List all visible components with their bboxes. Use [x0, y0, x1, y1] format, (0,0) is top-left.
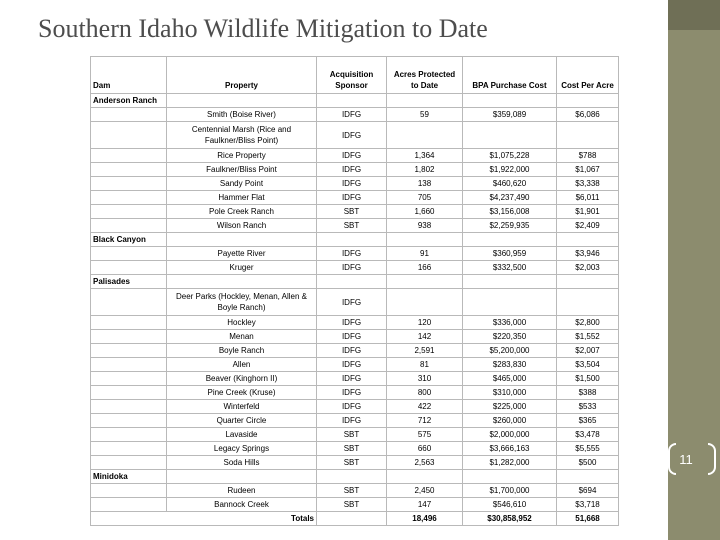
property-cell: Beaver (Kinghorn II): [167, 372, 317, 386]
per-acre-cell: $3,478: [557, 428, 619, 442]
acres-cell: 422: [387, 400, 463, 414]
cost-cell: $3,156,008: [463, 205, 557, 219]
empty-cell: [557, 233, 619, 247]
empty-cell: [91, 498, 167, 512]
cost-cell: $5,200,000: [463, 344, 557, 358]
left-bracket-icon: [668, 443, 676, 475]
table-row: [91, 484, 619, 498]
empty-cell: [91, 400, 167, 414]
empty-cell: [557, 275, 619, 289]
acres-cell: 91: [387, 247, 463, 261]
acres-cell: 1,364: [387, 149, 463, 163]
acres-cell: 138: [387, 177, 463, 191]
table-row: [91, 316, 619, 330]
table-body: [91, 94, 619, 526]
table-row: [91, 177, 619, 191]
totals-acres: 18,496: [387, 512, 463, 526]
table-row: [91, 163, 619, 177]
sponsor-cell: SBT: [317, 456, 387, 470]
acres-cell: 310: [387, 372, 463, 386]
acres-cell: 1,802: [387, 163, 463, 177]
empty-cell: [91, 247, 167, 261]
property-cell: Hockley: [167, 316, 317, 330]
sponsor-cell: IDFG: [317, 289, 387, 316]
table-row: [91, 289, 619, 316]
per-acre-cell: $500: [557, 456, 619, 470]
table-row: [91, 330, 619, 344]
property-cell: Rice Property: [167, 149, 317, 163]
sponsor-cell: IDFG: [317, 316, 387, 330]
cost-cell: $225,000: [463, 400, 557, 414]
sponsor-cell: SBT: [317, 498, 387, 512]
property-cell: Lavaside: [167, 428, 317, 442]
empty-cell: [91, 330, 167, 344]
cost-cell: $332,500: [463, 261, 557, 275]
group-row: [91, 233, 619, 247]
sponsor-cell: SBT: [317, 484, 387, 498]
acres-cell: 142: [387, 330, 463, 344]
header-acres: Acres Protected to Date: [387, 57, 463, 94]
sponsor-cell: IDFG: [317, 414, 387, 428]
table-row: [91, 247, 619, 261]
property-cell: Boyle Ranch: [167, 344, 317, 358]
acres-cell: 660: [387, 442, 463, 456]
empty-cell: [91, 414, 167, 428]
empty-cell: [167, 275, 317, 289]
sponsor-cell: IDFG: [317, 344, 387, 358]
acres-cell: 575: [387, 428, 463, 442]
acres-cell: [387, 289, 463, 316]
property-cell: Quarter Circle: [167, 414, 317, 428]
per-acre-cell: $6,086: [557, 108, 619, 122]
table-row: [91, 358, 619, 372]
acres-cell: 147: [387, 498, 463, 512]
sponsor-cell: IDFG: [317, 108, 387, 122]
empty-cell: [91, 149, 167, 163]
property-cell: Smith (Boise River): [167, 108, 317, 122]
acres-cell: 712: [387, 414, 463, 428]
empty-cell: [387, 94, 463, 108]
acres-cell: 2,450: [387, 484, 463, 498]
property-cell: Deer Parks (Hockley, Menan, Allen & Boyle Ranch): [167, 289, 317, 316]
empty-cell: [91, 177, 167, 191]
per-acre-cell: $388: [557, 386, 619, 400]
table-row: [91, 191, 619, 205]
cost-cell: $3,666,163: [463, 442, 557, 456]
page-number: [652, 443, 720, 475]
empty-cell: [91, 484, 167, 498]
empty-cell: [91, 442, 167, 456]
sponsor-cell: SBT: [317, 428, 387, 442]
per-acre-cell: $1,500: [557, 372, 619, 386]
property-cell: Sandy Point: [167, 177, 317, 191]
empty-cell: [463, 275, 557, 289]
header-dam: Dam: [91, 57, 167, 94]
table-row: [91, 122, 619, 149]
empty-cell: [317, 512, 387, 526]
empty-cell: [317, 233, 387, 247]
sponsor-cell: IDFG: [317, 122, 387, 149]
acres-cell: 2,563: [387, 456, 463, 470]
table-row: [91, 400, 619, 414]
per-acre-cell: $5,555: [557, 442, 619, 456]
empty-cell: [91, 219, 167, 233]
dam-name: Black Canyon: [91, 233, 167, 247]
per-acre-cell: $788: [557, 149, 619, 163]
acres-cell: 938: [387, 219, 463, 233]
sponsor-cell: IDFG: [317, 177, 387, 191]
property-cell: Payette River: [167, 247, 317, 261]
per-acre-cell: $2,003: [557, 261, 619, 275]
empty-cell: [91, 372, 167, 386]
empty-cell: [317, 275, 387, 289]
per-acre-cell: $3,504: [557, 358, 619, 372]
property-cell: Soda Hills: [167, 456, 317, 470]
header-per-acre: Cost Per Acre: [557, 57, 619, 94]
acres-cell: 81: [387, 358, 463, 372]
table-row: [91, 414, 619, 428]
cost-cell: $2,000,000: [463, 428, 557, 442]
cost-cell: $283,830: [463, 358, 557, 372]
cost-cell: $260,000: [463, 414, 557, 428]
empty-cell: [167, 233, 317, 247]
property-cell: Bannock Creek: [167, 498, 317, 512]
right-bracket-icon: [708, 443, 716, 475]
sponsor-cell: SBT: [317, 219, 387, 233]
property-cell: Hammer Flat: [167, 191, 317, 205]
acres-cell: 120: [387, 316, 463, 330]
table-row: [91, 498, 619, 512]
property-cell: Faulkner/Bliss Point: [167, 163, 317, 177]
sponsor-cell: IDFG: [317, 386, 387, 400]
page-number-text: 11: [679, 451, 693, 467]
dam-name: Anderson Ranch: [91, 94, 167, 108]
empty-cell: [91, 108, 167, 122]
empty-cell: [317, 94, 387, 108]
sidebar-top-decoration: [668, 0, 720, 30]
acres-cell: 705: [387, 191, 463, 205]
per-acre-cell: $3,718: [557, 498, 619, 512]
totals-label: Totals: [91, 512, 317, 526]
per-acre-cell: $533: [557, 400, 619, 414]
header-cost: BPA Purchase Cost: [463, 57, 557, 94]
property-cell: Menan: [167, 330, 317, 344]
per-acre-cell: $1,552: [557, 330, 619, 344]
per-acre-cell: $2,007: [557, 344, 619, 358]
empty-cell: [91, 456, 167, 470]
totals-per-acre: 51,668: [557, 512, 619, 526]
empty-cell: [91, 386, 167, 400]
acres-cell: 166: [387, 261, 463, 275]
table-row: [91, 219, 619, 233]
sponsor-cell: SBT: [317, 205, 387, 219]
mitigation-table: [90, 56, 619, 526]
table-row: [91, 149, 619, 163]
dam-name: Minidoka: [91, 470, 167, 484]
sponsor-cell: IDFG: [317, 372, 387, 386]
cost-cell: $1,922,000: [463, 163, 557, 177]
cost-cell: $360,959: [463, 247, 557, 261]
empty-cell: [167, 470, 317, 484]
per-acre-cell: $1,067: [557, 163, 619, 177]
acres-cell: [387, 122, 463, 149]
per-acre-cell: $2,800: [557, 316, 619, 330]
cost-cell: $359,089: [463, 108, 557, 122]
empty-cell: [91, 261, 167, 275]
empty-cell: [91, 191, 167, 205]
empty-cell: [387, 233, 463, 247]
empty-cell: [91, 205, 167, 219]
sponsor-cell: IDFG: [317, 247, 387, 261]
cost-cell: $1,282,000: [463, 456, 557, 470]
totals-row: [91, 512, 619, 526]
cost-cell: $220,350: [463, 330, 557, 344]
property-cell: Centennial Marsh (Rice and Faulkner/Bliss Point): [167, 122, 317, 149]
cost-cell: $460,620: [463, 177, 557, 191]
table-row: [91, 386, 619, 400]
per-acre-cell: $3,946: [557, 247, 619, 261]
sponsor-cell: IDFG: [317, 149, 387, 163]
sponsor-cell: IDFG: [317, 191, 387, 205]
property-cell: Pine Creek (Kruse): [167, 386, 317, 400]
acres-cell: 2,591: [387, 344, 463, 358]
per-acre-cell: $365: [557, 414, 619, 428]
property-cell: Pole Creek Ranch: [167, 205, 317, 219]
empty-cell: [463, 470, 557, 484]
property-cell: Wilson Ranch: [167, 219, 317, 233]
per-acre-cell: $6,011: [557, 191, 619, 205]
table-row: [91, 428, 619, 442]
acres-cell: 1,660: [387, 205, 463, 219]
property-cell: Kruger: [167, 261, 317, 275]
slide-title: Southern Idaho Wildlife Mitigation to Date: [38, 14, 488, 43]
per-acre-cell: $2,409: [557, 219, 619, 233]
acres-cell: 800: [387, 386, 463, 400]
empty-cell: [387, 275, 463, 289]
header-sponsor: Acquisition Sponsor: [317, 57, 387, 94]
per-acre-cell: $694: [557, 484, 619, 498]
cost-cell: [463, 122, 557, 149]
acres-cell: 59: [387, 108, 463, 122]
cost-cell: $1,700,000: [463, 484, 557, 498]
empty-cell: [91, 428, 167, 442]
group-row: [91, 275, 619, 289]
empty-cell: [463, 233, 557, 247]
cost-cell: $1,075,228: [463, 149, 557, 163]
empty-cell: [91, 163, 167, 177]
totals-cost: $30,858,952: [463, 512, 557, 526]
empty-cell: [91, 122, 167, 149]
cost-cell: $336,000: [463, 316, 557, 330]
empty-cell: [167, 94, 317, 108]
table-row: [91, 108, 619, 122]
empty-cell: [317, 470, 387, 484]
empty-cell: [557, 470, 619, 484]
group-row: [91, 94, 619, 108]
sponsor-cell: SBT: [317, 442, 387, 456]
empty-cell: [91, 316, 167, 330]
empty-cell: [91, 344, 167, 358]
property-cell: Rudeen: [167, 484, 317, 498]
cost-cell: $2,259,935: [463, 219, 557, 233]
table-row: [91, 442, 619, 456]
property-cell: Legacy Springs: [167, 442, 317, 456]
header-property: Property: [167, 57, 317, 94]
table-row: [91, 344, 619, 358]
empty-cell: [91, 358, 167, 372]
table-row: [91, 456, 619, 470]
empty-cell: [557, 94, 619, 108]
dam-name: Palisades: [91, 275, 167, 289]
per-acre-cell: $3,338: [557, 177, 619, 191]
table-row: [91, 261, 619, 275]
empty-cell: [463, 94, 557, 108]
sponsor-cell: IDFG: [317, 261, 387, 275]
sponsor-cell: IDFG: [317, 358, 387, 372]
cost-cell: $465,000: [463, 372, 557, 386]
sponsor-cell: IDFG: [317, 163, 387, 177]
group-row: [91, 470, 619, 484]
cost-cell: $4,237,490: [463, 191, 557, 205]
table-header-row: [91, 57, 619, 94]
cost-cell: [463, 289, 557, 316]
table-row: [91, 205, 619, 219]
sponsor-cell: IDFG: [317, 330, 387, 344]
empty-cell: [91, 289, 167, 316]
per-acre-cell: $1,901: [557, 205, 619, 219]
table-row: [91, 372, 619, 386]
cost-cell: $546,610: [463, 498, 557, 512]
cost-cell: $310,000: [463, 386, 557, 400]
property-cell: Allen: [167, 358, 317, 372]
per-acre-cell: [557, 122, 619, 149]
sponsor-cell: IDFG: [317, 400, 387, 414]
property-cell: Winterfeld: [167, 400, 317, 414]
per-acre-cell: [557, 289, 619, 316]
empty-cell: [387, 470, 463, 484]
